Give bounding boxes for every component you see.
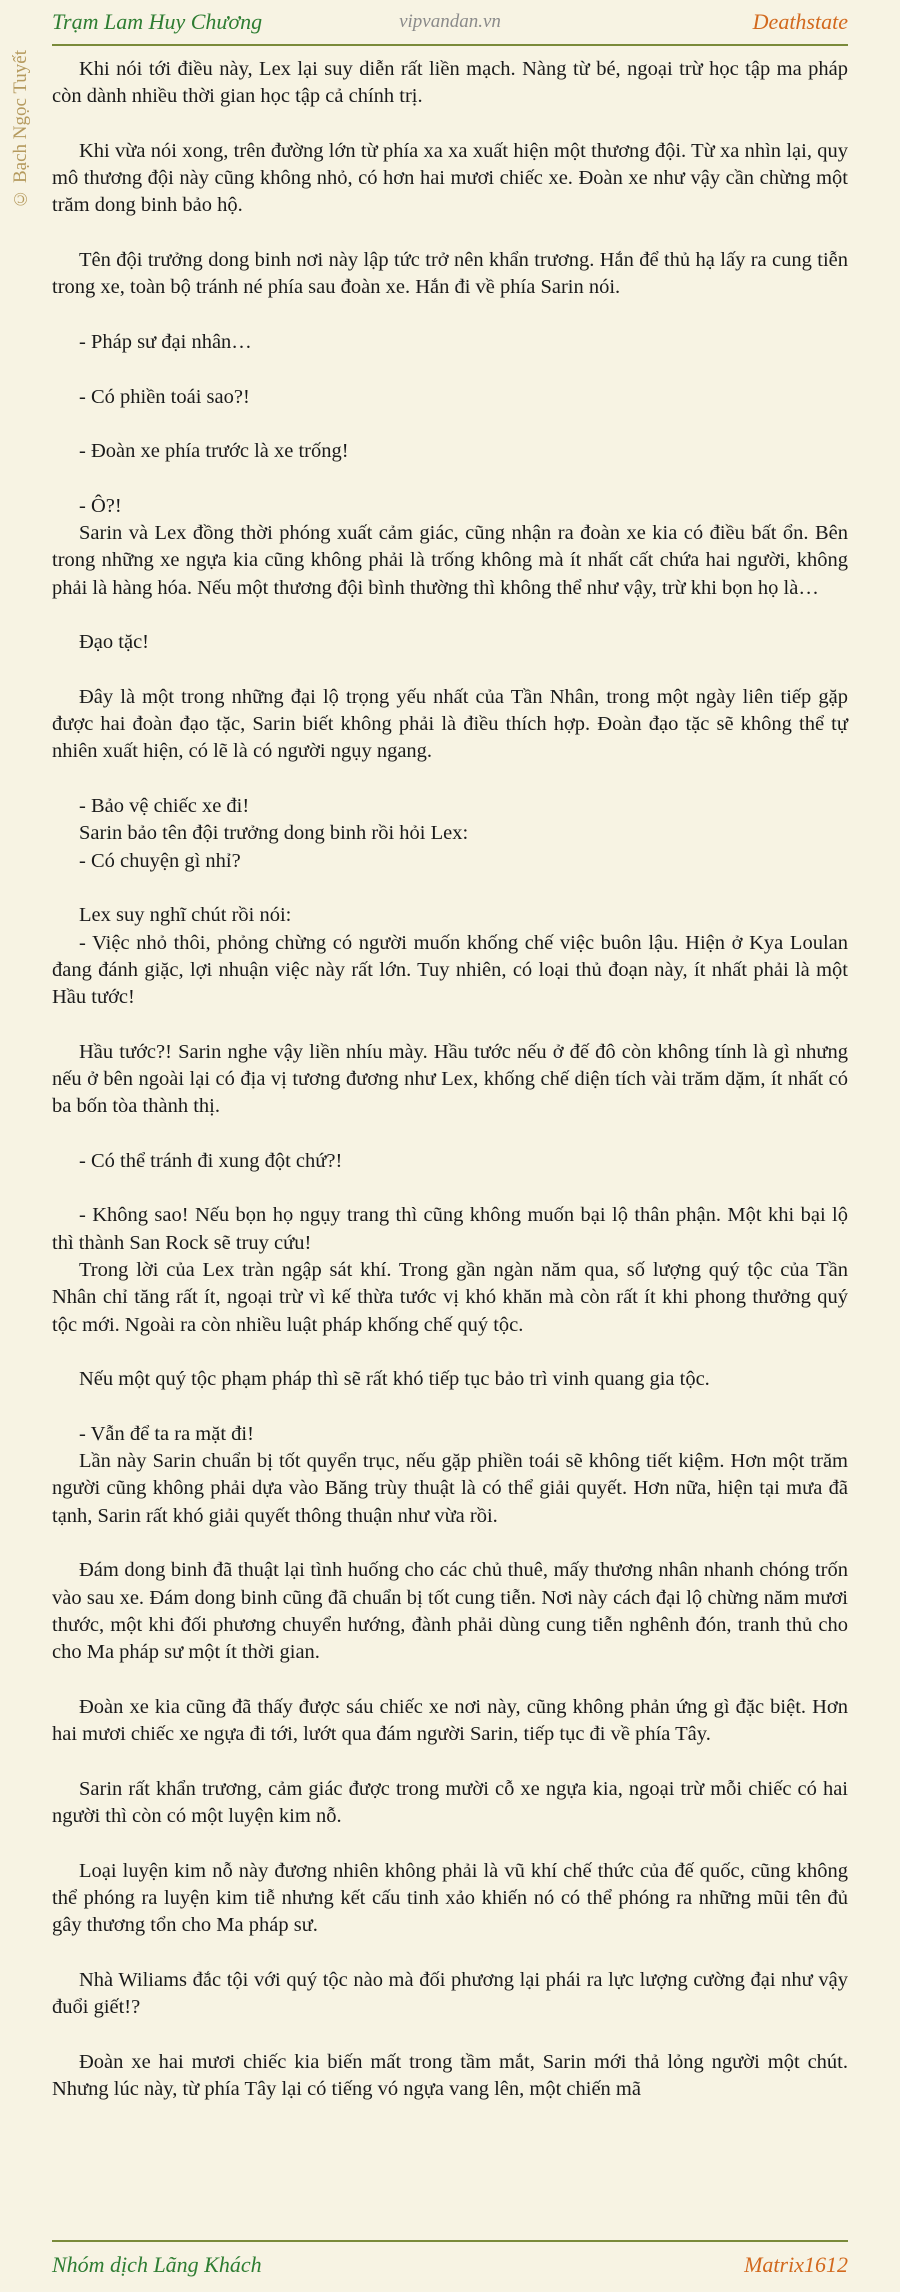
paragraph: Hầu tước?! Sarin nghe vậy liền nhíu mày. Hầu tước nếu ở đế đô còn không tính là gì nhưng nếu ở bên ngoài lại có địa vị tương đương như Lex, khống chế diện tích vài trăm dặm, ít nhất có ba bốn tòa thành thị. (52, 1040, 848, 1118)
page-footer (52, 2240, 848, 2292)
footer-right-credit: Matrix1612 (744, 2252, 848, 2277)
paragraph: - Vẫn để ta ra mặt đi! (79, 1422, 254, 1445)
paragraph: Đạo tặc! (79, 631, 149, 654)
paragraph: Trong lời của Lex tràn ngập sát khí. Trong gần ngàn năm qua, số lượng quý tộc của Tần Nhân chỉ tăng rất ít, ngoại trừ vì kế thừa tước vị khó khăn mà còn rất ít khi phong thưởng quý tộc mới. Ngoài ra còn nhiều luật pháp khống chế quý tộc. (52, 1259, 848, 1336)
paragraph: Nếu một quý tộc phạm pháp thì sẽ rất khó tiếp tục bảo trì vinh quang gia tộc. (79, 1368, 710, 1391)
paragraph: Khi nói tới điều này, Lex lại suy diễn rất liền mạch. Nàng từ bé, ngoại trừ học tập ma pháp còn dành nhiều thời gian học tập cả chính trị. (52, 58, 848, 108)
side-watermark (10, 50, 40, 250)
paragraph: Khi vừa nói xong, trên đường lớn từ phía xa xa xuất hiện một thương đội. Từ xa nhìn lại, quy mô thương đội này cũng không nhỏ, có hơn hai mươi chiếc xe. Đoàn xe như vậy cần chừng một trăm dong binh bảo hộ. (52, 139, 848, 217)
paragraph: Đoàn xe kia cũng đã thấy được sáu chiếc xe nơi này, cũng không phản ứng gì đặc biệt. Hơn hai mươi chiếc xe ngựa đi tới, lướt qua đám người Sarin, tiếp tục đi về phía Tây. (52, 1695, 848, 1746)
page-header (52, 0, 848, 46)
header-left-title: Trạm Lam Huy Chương (52, 9, 263, 34)
paragraph: - Đoàn xe phía trước là xe trống! (79, 440, 349, 463)
paragraph: - Không sao! Nếu bọn họ ngụy trang thì cũng không muốn bại lộ thân phận. Một khi bại lộ thì thành San Rock sẽ truy cứu! (52, 1204, 848, 1254)
paragraph: - Có thể tránh đi xung đột chứ?! (79, 1149, 343, 1172)
paragraph: Đoàn xe hai mươi chiếc kia biến mất trong tầm mắt, Sarin mới thả lỏng người một chút. Nhưng lúc này, từ phía Tây lại có tiếng vó ngựa vang lên, một chiến mã (52, 2050, 848, 2100)
paragraph: Nhà Wiliams đắc tội với quý tộc nào mà đối phương lại phái ra lực lượng cường đại như vậy đuổi giết!? (52, 1968, 848, 2019)
paragraph: - Ô?! (79, 494, 122, 517)
paragraph: Sarin bảo tên đội trưởng dong binh rồi hỏi Lex: (79, 822, 469, 845)
watermark-text: © Bạch Ngọc Tuyết (10, 50, 31, 209)
paragraph: - Pháp sư đại nhân… (79, 330, 252, 353)
footer-left-credit: Nhóm dịch Lãng Khách (52, 2252, 262, 2277)
paragraph: - Bảo vệ chiếc xe đi! (79, 795, 250, 818)
document-body (52, 56, 848, 2103)
paragraph: - Có phiền toái sao?! (79, 385, 250, 408)
paragraph: Đây là một trong những đại lộ trọng yếu nhất của Tần Nhân, trong một ngày liên tiếp gặp được hai đoàn đạo tặc, Sarin biết không phải là điều thích hợp. Đoàn đạo tặc sẽ không thể tự nhiên xuất hiện, có lẽ là có người ngụy ngang. (52, 685, 848, 763)
paragraph: - Việc nhỏ thôi, phỏng chừng có người muốn khống chế việc buôn lậu. Hiện ở Kya Loulan đang đánh giặc, lợi nhuận việc này rất lớn. Tuy nhiên, có loại thủ đoạn này, ít nhất phải là một Hầu tước! (52, 931, 848, 1009)
header-right-title: Deathstate (752, 9, 848, 34)
paragraph: Loại luyện kim nỗ này đương nhiên không phải là vũ khí chế thức của đế quốc, cũng không thể phóng ra luyện kim tiễ nhưng kết cấu tinh xảo khiến nó có thể phóng ra những mũi tên đủ gây thương tổn cho Ma pháp sư. (52, 1859, 848, 1937)
header-site-name: vipvandan.vn (399, 11, 501, 32)
paragraph: Tên đội trưởng dong binh nơi này lập tức trở nên khẩn trương. Hắn để thủ hạ lấy ra cung tiễn trong xe, toàn bộ tránh né phía sau đoàn xe. Hắn đi về phía Sarin nói. (52, 249, 848, 299)
paragraph: Đám dong binh đã thuật lại tình huống cho các chủ thuê, mấy thương nhân nhanh chóng trốn vào sau xe. Đám dong binh cũng đã chuẩn bị tốt cung tiễn. Nơi này cách đại lộ chừng năm mươi thước, một khi đối phương chuyển hướng, đành phải dùng cung tiễn nghênh đón, tranh thủ cho cho Ma pháp sư một ít thời gian. (52, 1559, 848, 1664)
paragraph: Sarin rất khẩn trương, cảm giác được trong mười cỗ xe ngựa kia, ngoại trừ mỗi chiếc có hai người thì còn có một luyện kim nỗ. (52, 1777, 848, 1827)
paragraph: Lex suy nghĩ chút rồi nói: (79, 904, 292, 927)
paragraph: - Có chuyện gì nhỉ? (79, 849, 241, 872)
paragraph: Lần này Sarin chuẩn bị tốt quyển trục, nếu gặp phiền toái sẽ không tiết kiệm. Hơn một trăm người cũng không phải dựa vào Băng trùy thuật là có thể giải quyết. Hơn nữa, hiện tại mưa đã tạnh, Sarin rất khó giải quyết thông thuận như vừa rồi. (52, 1450, 848, 1527)
paragraph: Sarin và Lex đồng thời phóng xuất cảm giác, cũng nhận ra đoàn xe kia có điều bất ổn. Bên trong những xe ngựa kia cũng không phải là trống không mà ít nhất cất chứa hai người, không phải là hàng hóa. Nếu một thương đội bình thường thì không thể như vậy, trừ khi bọn họ là… (52, 522, 848, 599)
